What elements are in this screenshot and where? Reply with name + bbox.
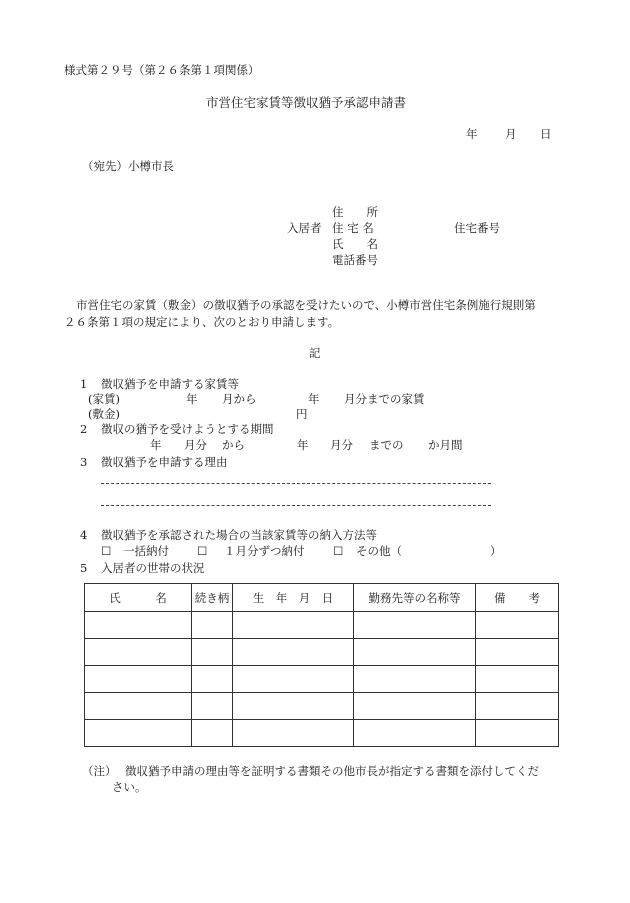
date-day: 日 [540, 127, 552, 141]
item2-months: か月間 [428, 438, 463, 452]
workplace-cell[interactable] [354, 693, 476, 720]
checkbox-lump-sum[interactable]: ☐ [101, 544, 112, 558]
item1-month-from: 月から [222, 392, 257, 406]
item3-title: 徴収猶予を申請する理由 [101, 455, 228, 469]
item2-title: 徴収の猶予を受けようとする期間 [101, 422, 274, 436]
birthdate-cell[interactable] [233, 666, 354, 693]
option-lump-sum-label: 一括納付 [123, 544, 169, 558]
item2-month-2: 月分 [330, 438, 353, 452]
item2-number: 2 [80, 422, 88, 436]
item1-rent-label: (家賃) [88, 392, 120, 406]
birthdate-cell[interactable] [233, 639, 354, 666]
name-cell[interactable] [85, 666, 192, 693]
birthdate-cell[interactable] [233, 693, 354, 720]
table-row [85, 612, 559, 639]
name-cell[interactable] [85, 612, 192, 639]
note-line-1: 徴収猶予申請の理由等を証明する書類その他市長が指定する書類を添付してくだ [125, 764, 539, 778]
item2-from: から [222, 438, 245, 452]
item2-year-2: 年 [297, 438, 309, 452]
table-row [85, 693, 559, 720]
table-row [85, 720, 559, 747]
relationship-cell[interactable] [192, 693, 233, 720]
intro-line-1: 市営住宅の家賃（敷金）の徴収猶予の承認を受けたいので、小樽市営住宅条例施行規則第 [76, 298, 536, 312]
item2-year-1: 年 [150, 438, 162, 452]
header-name: 氏 名 [85, 584, 192, 612]
intro-line-2: ２６条第１項の規定により、次のとおり申請します。 [64, 315, 340, 329]
workplace-cell[interactable] [354, 720, 476, 747]
applicant-phone-label: 電話番号 [332, 253, 378, 267]
item2-until: までの [369, 438, 404, 452]
household-table [84, 583, 559, 747]
applicant-address-label: 住 所 [332, 205, 378, 219]
reason-line-1[interactable] [101, 483, 491, 484]
item1-year-2: 年 [308, 392, 320, 406]
date-year: 年 [466, 127, 478, 141]
reason-line-2[interactable] [101, 505, 491, 506]
relationship-cell[interactable] [192, 612, 233, 639]
checkbox-monthly[interactable]: ☐ [197, 544, 208, 558]
household-table-header [85, 584, 559, 612]
item1-title: 徴収猶予を申請する家賃等 [101, 377, 239, 391]
relationship-cell[interactable] [192, 666, 233, 693]
table-row [85, 666, 559, 693]
item4-title: 徴収猶予を承認された場合の当該家賃等の納入方法等 [101, 528, 377, 542]
header-remarks: 備 考 [476, 584, 559, 612]
item1-month-until: 月分までの家賃 [344, 392, 425, 406]
addressee: （宛先）小樽市長 [82, 159, 174, 173]
applicant-name-label: 氏 名 [332, 237, 378, 251]
remarks-cell[interactable] [476, 693, 559, 720]
remarks-cell[interactable] [476, 612, 559, 639]
birthdate-cell[interactable] [233, 612, 354, 639]
document-title: 市営住宅家賃等徴収猶予承認申請書 [206, 95, 407, 110]
name-cell[interactable] [85, 693, 192, 720]
header-workplace: 勤務先等の名称等 [354, 584, 476, 612]
applicant-label: 入居者 [287, 221, 322, 235]
option-monthly-label: １月分ずつ納付 [224, 544, 305, 558]
remarks-cell[interactable] [476, 720, 559, 747]
workplace-cell[interactable] [354, 639, 476, 666]
item2-month-1: 月分 [184, 438, 207, 452]
item1-deposit-label: (敷金) [88, 407, 120, 421]
option-other-close: ） [490, 544, 502, 558]
checkbox-other[interactable]: ☐ [333, 544, 344, 558]
relationship-cell[interactable] [192, 639, 233, 666]
header-relationship: 続き柄 [192, 584, 233, 612]
note-label: （注） [82, 764, 117, 778]
name-cell[interactable] [85, 639, 192, 666]
item1-yen: 円 [296, 407, 308, 421]
ki-heading: 記 [309, 346, 321, 360]
note-line-2: さい。 [112, 780, 147, 794]
applicant-housing-name-label: 住 宅 名 [332, 221, 374, 235]
item4-number: 4 [80, 528, 88, 542]
table-row [85, 639, 559, 666]
item3-number: 3 [80, 455, 88, 469]
header-birthdate: 生 年 月 日 [233, 584, 354, 612]
form-number: 様式第２９号（第２６条第１項関係） [64, 63, 260, 77]
name-cell[interactable] [85, 720, 192, 747]
option-other-label: その他（ [356, 544, 402, 558]
remarks-cell[interactable] [476, 666, 559, 693]
remarks-cell[interactable] [476, 639, 559, 666]
item1-number: 1 [80, 377, 88, 391]
birthdate-cell[interactable] [233, 720, 354, 747]
item5-number: 5 [80, 561, 88, 575]
item5-title: 入居者の世帯の状況 [101, 561, 205, 575]
workplace-cell[interactable] [354, 612, 476, 639]
relationship-cell[interactable] [192, 720, 233, 747]
item1-year-1: 年 [186, 392, 198, 406]
date-month: 月 [505, 127, 517, 141]
workplace-cell[interactable] [354, 666, 476, 693]
applicant-housing-number-label: 住宅番号 [454, 221, 500, 235]
